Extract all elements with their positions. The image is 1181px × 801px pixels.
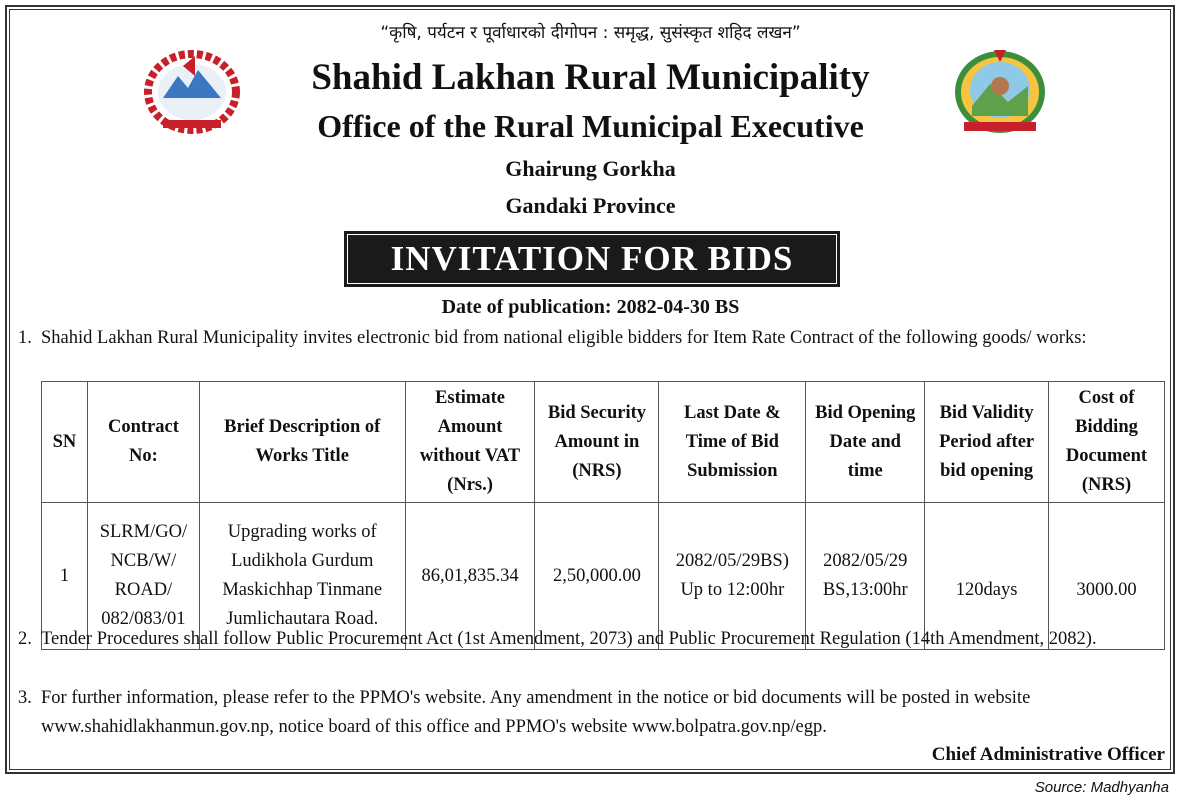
header-contract-no: Contract No: bbox=[87, 382, 199, 503]
bids-table bbox=[41, 381, 1165, 650]
paragraph-number: 1. bbox=[18, 328, 32, 348]
cell-bid-security: 2,50,000.00 bbox=[535, 503, 659, 650]
cell-validity: 120days bbox=[925, 503, 1049, 650]
publication-date: Date of publication: 2082-04-30 BS bbox=[441, 296, 740, 318]
cell-last-date: 2082/05/29BS) Up to 12:00hr bbox=[659, 503, 806, 650]
bolpatra-link[interactable]: www.bolpatra.gov.np/egp bbox=[631, 717, 823, 737]
header-sn: SN bbox=[42, 382, 88, 503]
signature: Chief Administrative Officer bbox=[931, 744, 1165, 765]
cell-opening-date: 2082/05/29 BS,13:00hr bbox=[806, 503, 925, 650]
paragraph-text: Shahid Lakhan Rural Municipality invites electronic bid from national eligible bidders for Item Rate Contract of the following goods/ works: bbox=[41, 328, 1087, 348]
cell-cost: 3000.00 bbox=[1049, 503, 1165, 650]
paragraph-end: . bbox=[822, 717, 827, 737]
office-name: Office of the Rural Municipal Executive bbox=[317, 108, 864, 144]
cell-estimate: 86,01,835.34 bbox=[405, 503, 535, 650]
paragraph-text: Tender Procedures shall follow Public Procurement Act (1st Amendment, 2073) and Public Procurement Regulation (14th Amendment, 2082). bbox=[41, 629, 1097, 649]
header-bid-security: Bid Security Amount in (NRS) bbox=[535, 382, 659, 503]
header-validity: Bid Validity Period after bid opening bbox=[925, 382, 1049, 503]
location: Ghairung Gorkha bbox=[505, 156, 676, 181]
slogan: “कृषि, पर्यटन र पूर्वाधारको दीगोपन : समृद्ध, सुसंस्कृत शहिद लखन” bbox=[380, 23, 801, 43]
table-header-row bbox=[42, 382, 1165, 503]
paragraph-text-wrap bbox=[41, 684, 1168, 742]
paragraph-3 bbox=[18, 684, 1168, 742]
paragraph-1 bbox=[18, 324, 1168, 353]
municipality-name: Shahid Lakhan Rural Municipality bbox=[311, 57, 870, 98]
paragraph-2 bbox=[18, 625, 1168, 654]
header-cost: Cost of Bidding Document (NRS) bbox=[1049, 382, 1165, 503]
header-opening-date: Bid Opening Date and time bbox=[806, 382, 925, 503]
notice-title: INVITATION FOR BIDS bbox=[344, 231, 840, 287]
paragraph-text: For further information, please refer to the PPMO's website. Any amendment in the notice or bid documents will be posted in website www.shahidlakhanmun.gov.np, notice board of this office and PPMO's website bbox=[41, 688, 1031, 737]
header-estimate: Estimate Amount without VAT (Nrs.) bbox=[405, 382, 535, 503]
paragraph-number: 2. bbox=[18, 629, 32, 649]
cell-contract-no: SLRM/GO/ NCB/W/ ROAD/ 082/083/01 bbox=[87, 503, 199, 650]
header-last-date: Last Date & Time of Bid Submission bbox=[659, 382, 806, 503]
header-description: Brief Description of Works Title bbox=[199, 382, 405, 503]
cell-sn: 1 bbox=[42, 503, 88, 650]
province: Gandaki Province bbox=[505, 193, 676, 218]
source-credit: Source: Madhyanha bbox=[1034, 779, 1169, 796]
cell-description: Upgrading works of Ludikhola Gurdum Maskichhap Tinmane Jumlichautara Road. bbox=[199, 503, 405, 650]
paragraph-number: 3. bbox=[18, 688, 32, 708]
